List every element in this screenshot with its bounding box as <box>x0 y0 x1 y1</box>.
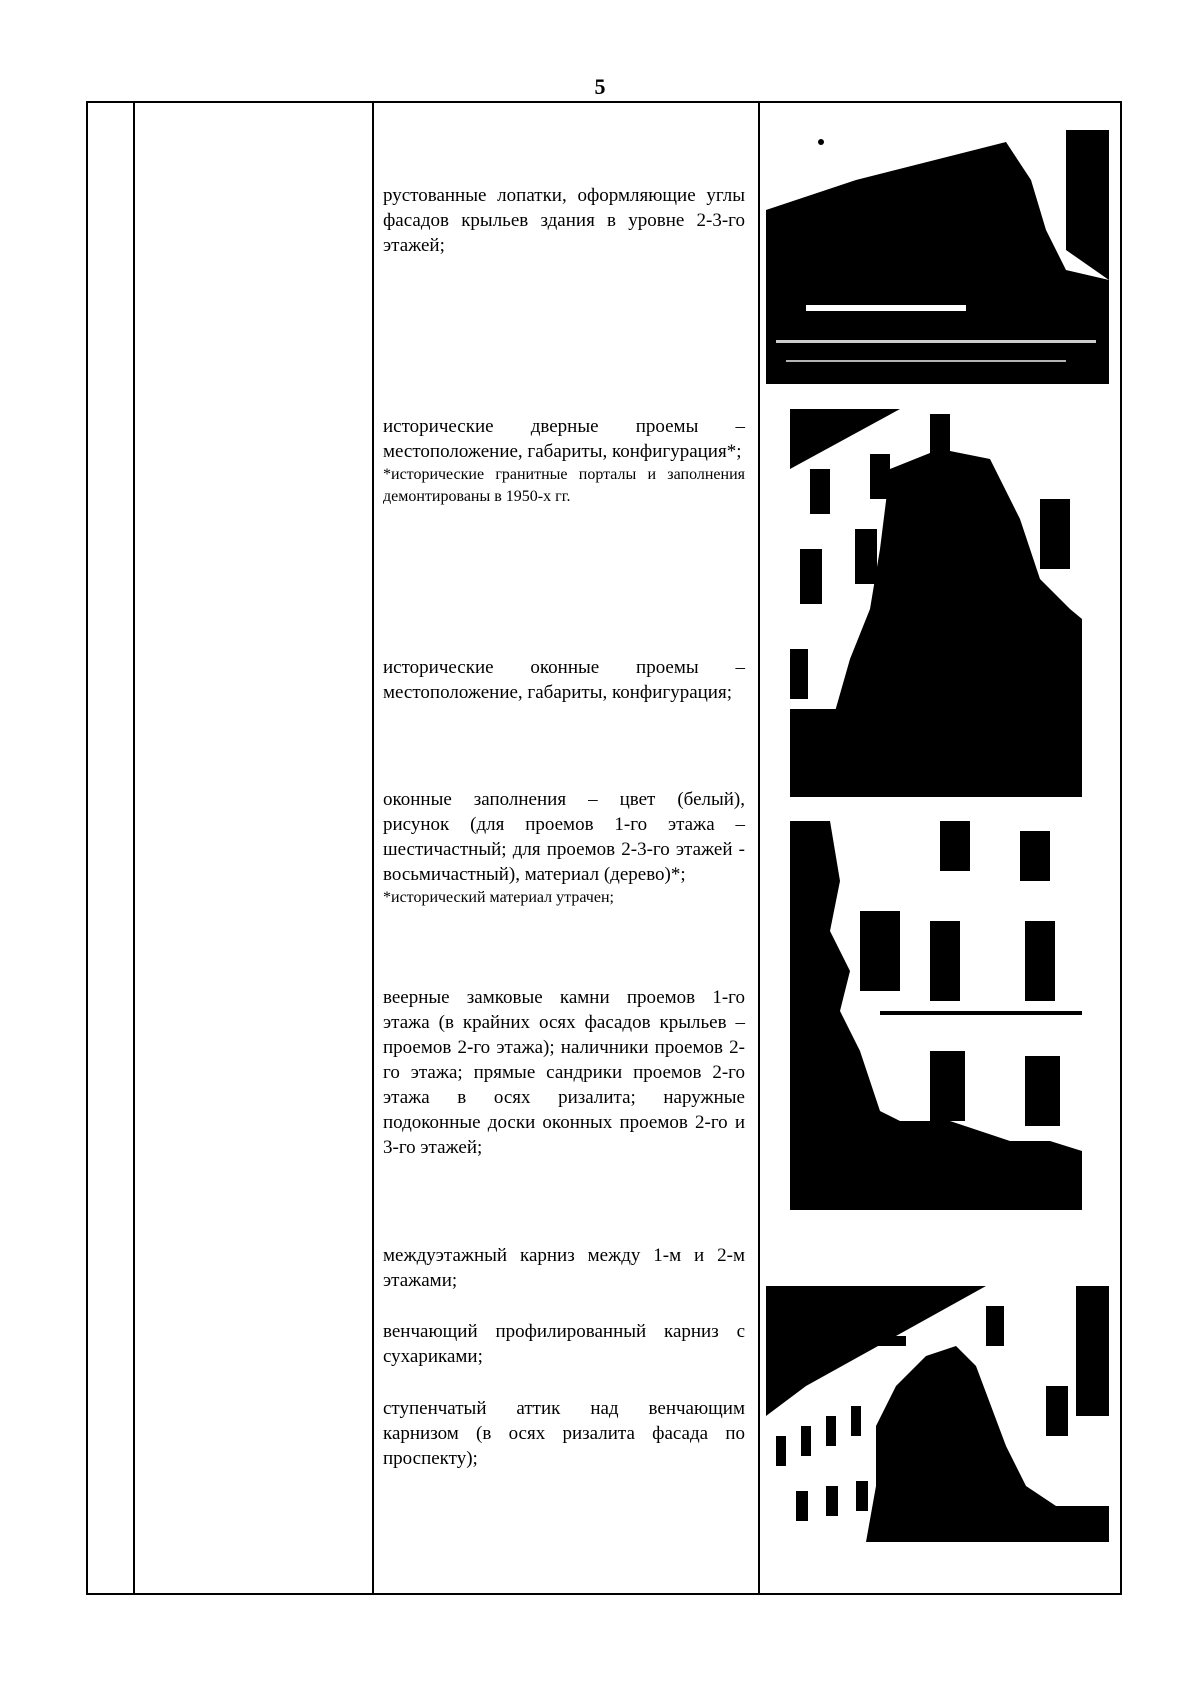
page-number: 5 <box>594 74 606 99</box>
item-text: оконные заполнения – цвет (белый), рисунок (для проемов 1-го этажа – шестичастный; для проемов 2-3-го этажей - восьмичастный), материал (дерево)*; <box>383 789 745 885</box>
photo-facade-perspective <box>766 1286 1109 1542</box>
item-text: веерные замковые камни проемов 1-го этажа (в крайних осях фасадов крыльев – проемов 2-го этажа); наличники проемов 2-го этажа; прямые сандрики проемов 2-го этажа в осях ризалита; наружные подоконные доски оконных проемов 2-го и 3-го этажей; <box>383 987 745 1158</box>
item-window-openings <box>383 655 745 705</box>
photo-facade-windows <box>790 821 1082 1210</box>
item-door-openings <box>383 414 745 508</box>
item-text: рустованные лопатки, оформляющие углы фасадов крыльев здания в уровне 2-3-го этажей; <box>383 185 745 256</box>
item-rusticated-pilasters <box>383 183 745 258</box>
item-text: исторические оконные проемы – местоположение, габариты, конфигурация; <box>383 657 745 703</box>
item-stepped-attic <box>383 1396 745 1471</box>
item-text: исторические дверные проемы – местоположение, габариты, конфигурация*; <box>383 416 745 462</box>
item-note: *исторический материал утрачен; <box>383 889 614 906</box>
item-note: *исторические гранитные порталы и заполнения демонтированы в 1950-х гг. <box>383 466 745 505</box>
item-crowning-cornice <box>383 1319 745 1369</box>
photo-facade-tree <box>790 409 1082 797</box>
item-interfloor-cornice <box>383 1243 745 1293</box>
item-window-fillings <box>383 787 745 909</box>
item-text: ступенчатый аттик над венчающим карнизом (в осях ризалита фасада по проспекту); <box>383 1398 745 1469</box>
column-divider-2 <box>372 103 374 1593</box>
column-divider-1 <box>133 103 135 1593</box>
photo-building-corner <box>766 130 1109 384</box>
item-text: междуэтажный карниз между 1-м и 2-м этажами; <box>383 1245 745 1291</box>
item-keystones <box>383 985 745 1160</box>
column-divider-3 <box>758 103 760 1593</box>
item-text: венчающий профилированный карниз с сухариками; <box>383 1321 745 1367</box>
